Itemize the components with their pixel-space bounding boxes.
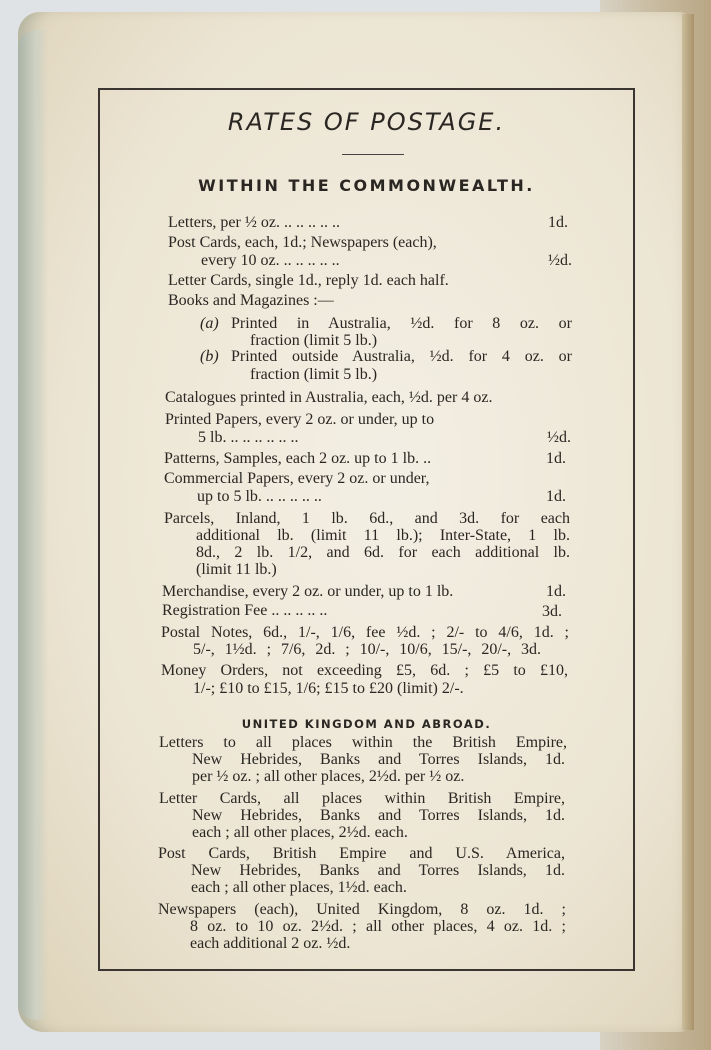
rate-value: 1d. [546,583,566,600]
rate-value: 1d. [546,488,566,505]
rate-line: Postal Notes, 6d., 1/-, 1/6, fee ½d. ; 2/- to 4/6, 1d. ; [161,624,569,641]
rate-line: fraction (limit 5 lb.) [250,332,378,349]
rate-line: Commercial Papers, every 2 oz. or under, [164,470,430,487]
rate-line: Registration Fee .. .. .. .. .. [162,602,328,619]
rate-value: ½d. [548,252,572,269]
rate-line: Printed in Australia, ½d. for 8 oz. or [231,315,572,332]
rate-line: Newspapers (each), United Kingdom, 8 oz. 1d. ; [158,901,566,918]
rate-line: Printed Papers, every 2 oz. or under, up to [165,411,435,428]
item-marker: (a) [200,315,219,332]
rate-line: Catalogues printed in Australia, each, ½d. per 4 oz. [165,389,493,406]
rate-line: Post Cards, British Empire and U.S. America, [158,845,565,862]
rate-line: New Hebrides, Banks and Torres Islands, 1d. [192,751,565,768]
rate-line: Post Cards, each, 1d.; Newspapers (each), [168,234,437,251]
rate-line: Books and Magazines :— [168,292,334,309]
rate-line: 1/-; £10 to £15, 1/6; £15 to £20 (limit) 2/-. [193,680,464,697]
page-edge [682,14,694,1030]
rate-value: 1d. [546,450,566,467]
item-marker: (b) [200,348,219,365]
rate-line: 8d., 2 lb. 1/2, and 6d. for each additional lb. [196,544,570,561]
rate-line: (limit 11 lb.) [196,561,277,578]
rate-line: 8 oz. to 10 oz. 2½d. ; all other places, 4 oz. 1d. ; [190,918,566,935]
title-divider [342,154,404,155]
rate-line: every 10 oz. .. .. .. .. .. [201,252,340,269]
section-heading-abroad: UNITED KINGDOM AND ABROAD. [241,717,492,731]
rate-line: Letters, per ½ oz. .. .. .. .. .. [168,214,340,231]
rate-line: fraction (limit 5 lb.) [250,366,378,383]
rate-line: 5 lb. .. .. .. .. .. .. [198,429,299,446]
rate-value: 1d. [548,214,568,231]
rate-line: Money Orders, not exceeding £5, 6d. ; £5 to £10, [161,662,568,679]
section-heading-commonwealth: WITHIN THE COMMONWEALTH. [198,176,535,195]
rate-line: 5/-, 1½d. ; 7/6, 2d. ; 10/-, 10/6, 15/-, 20/-, 3d. [193,641,541,658]
rate-line: Patterns, Samples, each 2 oz. up to 1 lb. .. [164,450,432,467]
book-spine [18,30,48,1020]
rate-line: New Hebrides, Banks and Torres Islands, 1d. [192,807,565,824]
rate-value: 3d. [542,603,562,620]
rate-line: each additional 2 oz. ½d. [190,935,351,952]
rate-line: Letter Cards, single 1d., reply 1d. each half. [168,272,449,289]
rate-line: per ½ oz. ; all other places, 2½d. per ½ oz. [192,768,465,785]
rate-line: Parcels, Inland, 1 lb. 6d., and 3d. for each [164,510,570,527]
rate-line: New Hebrides, Banks and Torres Islands, 1d. [191,862,565,879]
rate-value: ½d. [547,429,571,446]
rate-line: additional lb. (limit 11 lb.); Inter-State, 1 lb. [196,527,570,544]
rate-line: each ; all other places, 1½d. each. [191,879,407,896]
rate-line: Letter Cards, all places within British Empire, [159,790,565,807]
rate-line: Merchandise, every 2 oz. or under, up to 1 lb. [162,583,454,600]
page-title: RATES OF POSTAGE. [227,108,506,136]
rate-line: Printed outside Australia, ½d. for 4 oz. or [231,348,572,365]
rate-line: Letters to all places within the British Empire, [159,734,567,751]
rate-line: each ; all other places, 2½d. each. [192,824,408,841]
rate-line: up to 5 lb. .. .. .. .. .. [197,488,322,505]
